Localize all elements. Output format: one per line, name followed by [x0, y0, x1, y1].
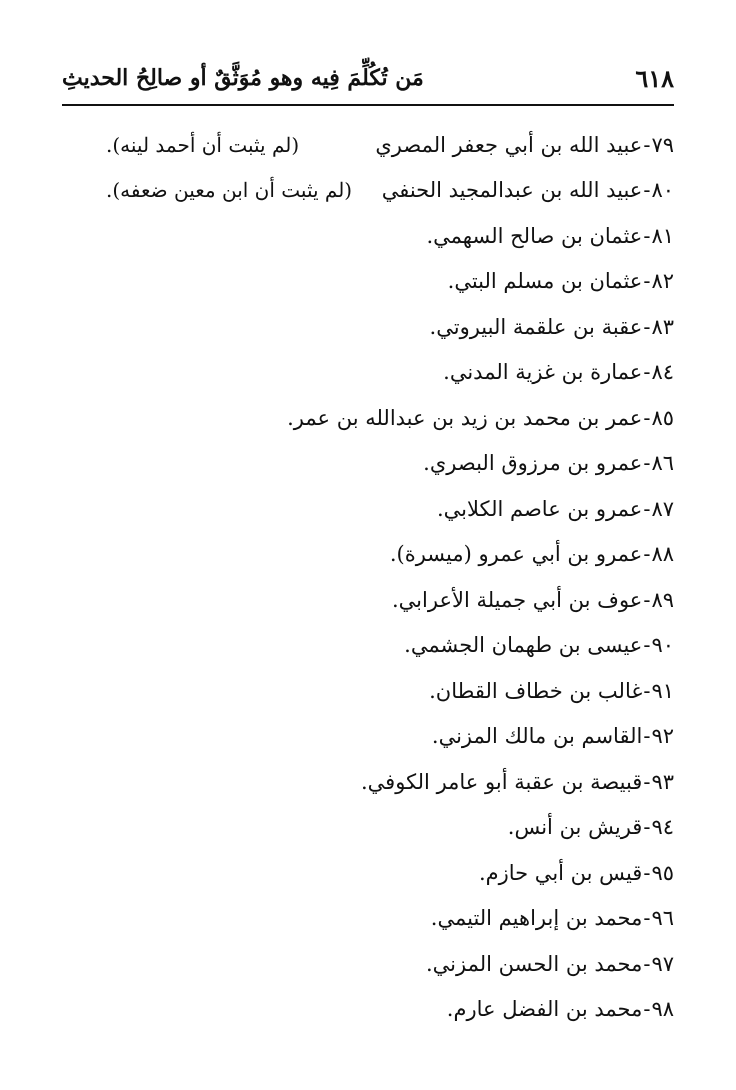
entry-name: عبيد الله بن عبدالمجيد الحنفي	[381, 178, 643, 203]
entry-name: قيس بن أبي حازم.	[478, 860, 643, 885]
entry-number: ٨٥	[651, 405, 674, 430]
list-item	[62, 850, 674, 896]
entry-name: عمارة بن غزية المدني.	[443, 360, 643, 385]
list-item	[62, 577, 674, 623]
entry-dash: -	[643, 724, 651, 749]
entry-name: عوف بن أبي جميلة الأعرابي.	[392, 587, 643, 612]
entry-name: محمد بن الحسن المزني.	[426, 951, 643, 976]
entry-name: قريش بن أنس.	[507, 815, 643, 840]
entry-number: ٩٨	[651, 997, 674, 1022]
entry-number: ٨٣	[651, 314, 674, 339]
entry-dash: -	[643, 405, 651, 430]
entry-dash: -	[643, 769, 651, 794]
entry-name: عثمان بن صالح السهمي.	[426, 223, 643, 248]
entry-name: عقبة بن علقمة البيروتي.	[429, 314, 643, 339]
entry-note: (لم يثبت أن ابن معين ضعفه).	[106, 178, 353, 203]
list-item	[62, 441, 674, 487]
list-item	[62, 805, 674, 851]
entry-dash: -	[643, 178, 651, 203]
entry-number: ٩١	[651, 678, 674, 703]
entry-dash: -	[643, 132, 651, 157]
entry-name: عمرو بن عاصم الكلابي.	[436, 496, 643, 521]
entry-number: ٨٧	[651, 496, 674, 521]
entry-number: ٩٤	[651, 815, 674, 840]
list-item	[62, 259, 674, 305]
list-item	[62, 941, 674, 987]
entry-name: عيسى بن طهمان الجشمي.	[404, 633, 643, 658]
entry-name: قبيصة بن عقبة أبو عامر الكوفي.	[361, 769, 643, 794]
list-item	[62, 350, 674, 396]
list-item	[62, 213, 674, 259]
entry-name: عمر بن محمد بن زيد بن عبدالله بن عمر.	[287, 405, 643, 430]
entry-dash: -	[643, 314, 651, 339]
entry-note: (لم يثبت أن أحمد لينه).	[106, 132, 300, 157]
list-item	[62, 395, 674, 441]
entry-number: ٨٠	[651, 178, 674, 203]
running-title: مَن تُكُلِّمَ فِيه وهو مُوَثَّقٌ أو صالِحُ الحديثِ	[62, 65, 424, 91]
narrator-list	[62, 122, 674, 1032]
entry-name: عبيد الله بن أبي جعفر المصري	[375, 132, 643, 157]
list-item	[62, 668, 674, 714]
entry-number: ٩٠	[651, 633, 674, 658]
list-item	[62, 486, 674, 532]
list-item	[62, 759, 674, 805]
entry-number: ٩٥	[651, 860, 674, 885]
list-item	[62, 122, 674, 168]
entry-name: محمد بن الفضل عارم.	[446, 997, 643, 1022]
entry-name: عمرو بن أبي عمرو (ميسرة).	[389, 542, 643, 567]
entry-name: غالب بن خطاف القطان.	[429, 678, 643, 703]
entry-number: ٨٨	[651, 542, 674, 567]
entry-name: القاسم بن مالك المزني.	[431, 724, 643, 749]
entry-dash: -	[643, 678, 651, 703]
entry-number: ٩٦	[651, 906, 674, 931]
entry-dash: -	[643, 542, 651, 567]
header-rule	[62, 104, 674, 106]
page-header	[62, 58, 674, 98]
entry-number: ٩٢	[651, 724, 674, 749]
entry-dash: -	[643, 860, 651, 885]
entry-number: ٨٩	[651, 587, 674, 612]
list-item	[62, 714, 674, 760]
entry-name: عمرو بن مرزوق البصري.	[423, 451, 643, 476]
entry-number: ٩٣	[651, 769, 674, 794]
entry-number: ٨٢	[651, 269, 674, 294]
entry-number: ٧٩	[651, 132, 674, 157]
entry-number: ٨٦	[651, 451, 674, 476]
entry-dash: -	[643, 451, 651, 476]
entry-number: ٨١	[651, 223, 674, 248]
entry-dash: -	[643, 587, 651, 612]
entry-dash: -	[643, 496, 651, 521]
list-item	[62, 623, 674, 669]
entry-name: محمد بن إبراهيم التيمي.	[430, 906, 643, 931]
list-item	[62, 304, 674, 350]
list-item	[62, 987, 674, 1033]
page-number: ٦١٨	[635, 63, 674, 93]
entry-dash: -	[643, 815, 651, 840]
entry-dash: -	[643, 223, 651, 248]
entry-dash: -	[643, 269, 651, 294]
entry-name: عثمان بن مسلم البتي.	[447, 269, 643, 294]
entry-dash: -	[643, 906, 651, 931]
entry-dash: -	[643, 951, 651, 976]
entry-number: ٩٧	[651, 951, 674, 976]
list-item	[62, 896, 674, 942]
entry-number: ٨٤	[651, 360, 674, 385]
entry-dash: -	[643, 997, 651, 1022]
entry-dash: -	[643, 633, 651, 658]
list-item	[62, 532, 674, 578]
entry-dash: -	[643, 360, 651, 385]
list-item	[62, 168, 674, 214]
